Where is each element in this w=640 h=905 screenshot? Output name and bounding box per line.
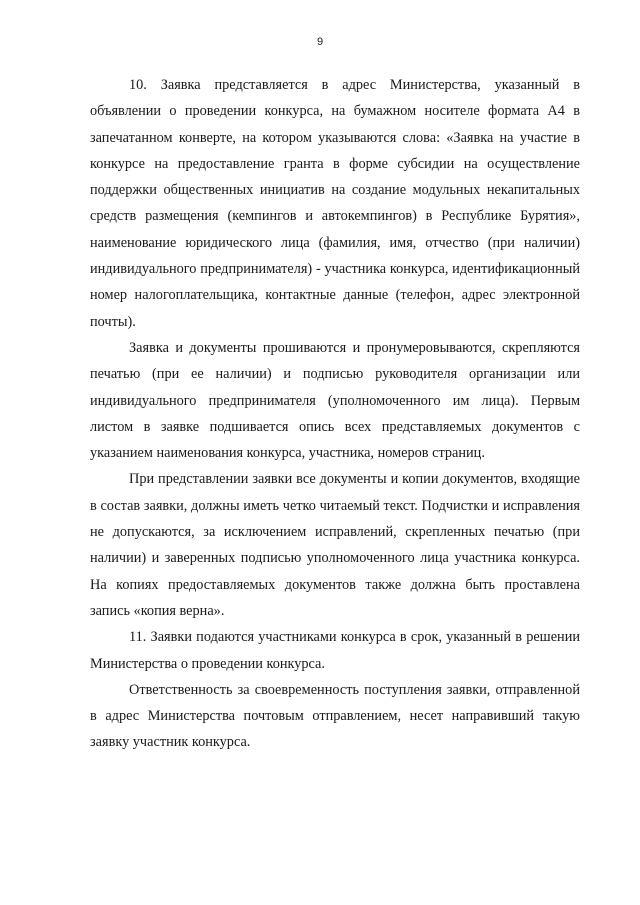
paragraph-submission-requirements: 10. Заявка представляется в адрес Министерства, указанный в объявлении о проведении конкурса, на бумажном носителе формата А4 в запечатанном конверте, на котором указываются слова: «Заявка на участие в конкурсе на предоставление гранта в форме субсидии на осуществление поддержки общественных инициатив на создание модульных некапитальных средств размещения (кемпингов и автокемпингов) в Республике Бурятия», наименование юридического лица (фамилия, имя, отчество (при наличии) индивидуального предпринимателя) - участника конкурса, идентификационный номер налогоплательщика, контактные данные (телефон, адрес электронной почты).	[90, 77, 580, 330]
paragraph-readability-and-corrections: При представлении заявки все документы и копии документов, входящие в состав заявки, должны иметь четко читаемый текст. Подчистки и исправления не допускаются, за исключением исправлений, скрепленных печатью (при наличии) и заверенных подписью уполномоченного лица участника конкурса. На копиях предоставляемых документов также должна быть проставлена запись «копия верна».	[90, 471, 580, 619]
paragraph-submission-deadline: 11. Заявки подаются участниками конкурса в срок, указанный в решении Министерства о проведении конкурса.	[90, 629, 580, 672]
paragraph-binding-and-numbering: Заявка и документы прошиваются и пронумеровываются, скрепляются печатью (при ее наличии) и подписью руководителя организации или индивидуального предпринимателя (уполномоченного им лица). Первым листом в заявке подшивается опись всех представляемых документов с указанием наименования конкурса, участника, номеров страниц.	[90, 339, 580, 462]
paragraph-postal-responsibility: Ответственность за своевременность поступления заявки, отправленной в адрес Министерства почтовым отправлением, несет направивший такую заявку участник конкурса.	[90, 681, 580, 751]
page-number: 9	[316, 36, 324, 48]
document-body	[90, 72, 580, 756]
